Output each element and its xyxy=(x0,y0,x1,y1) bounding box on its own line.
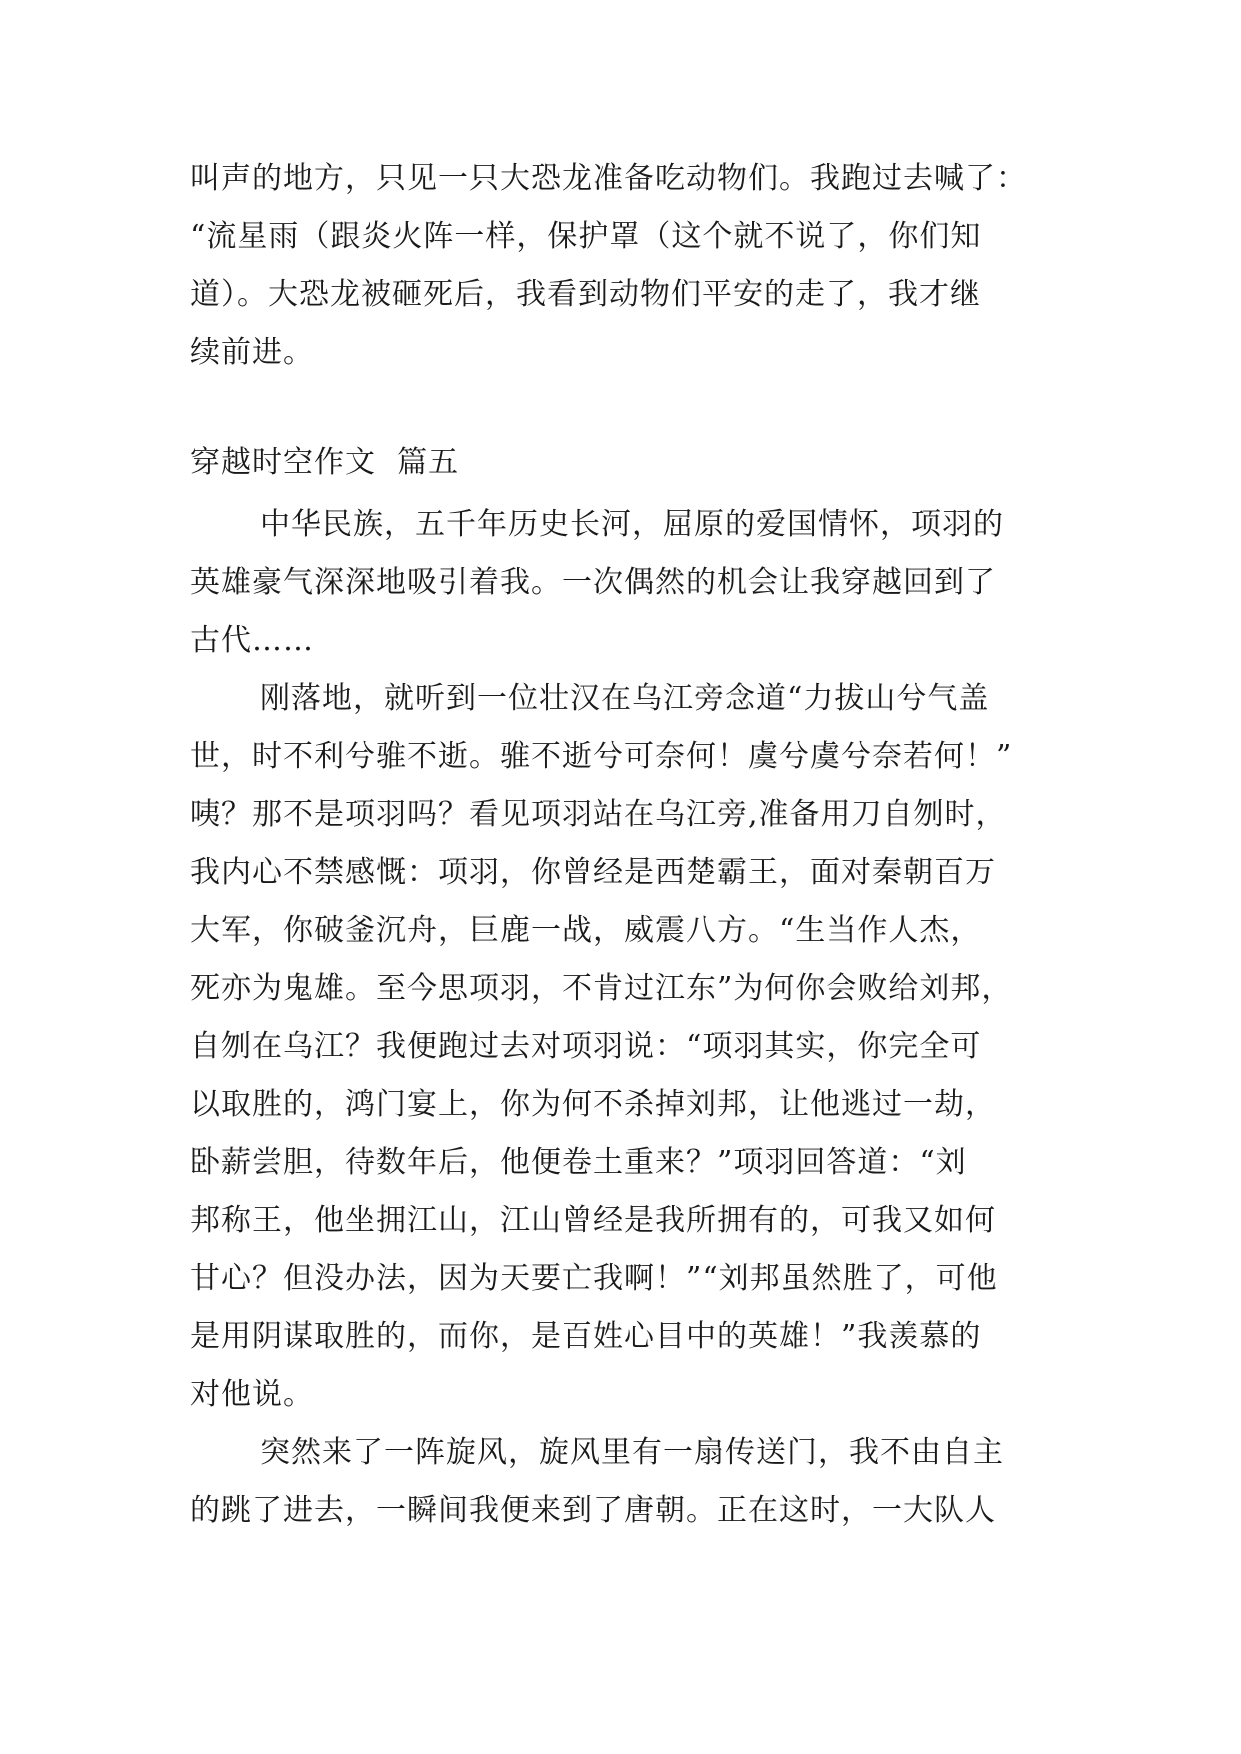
paragraph-line: 中华民族，五千年历史长河，屈原的爱国情怀，项羽的 xyxy=(260,507,1004,542)
paragraph-line: 对他说。 xyxy=(190,1377,314,1412)
paragraph-1 xyxy=(190,496,1060,670)
paragraph-line: 续前进。 xyxy=(190,335,314,370)
paragraph-line: 古代…… xyxy=(190,623,314,658)
paragraph-line: 邦称王，他坐拥江山，江山曾经是我所拥有的，可我又如何 xyxy=(190,1203,996,1238)
document-body xyxy=(190,150,1060,1540)
paragraph-line: “流星雨（跟炎火阵一样，保护罩（这个就不说了，你们知 xyxy=(190,219,982,254)
paragraph-line: 道）。大恐龙被砸死后，我看到动物们平安的走了，我才继 xyxy=(190,277,981,312)
paragraph-line: 以取胜的，鸿门宴上，你为何不杀掉刘邦，让他逃过一劫， xyxy=(190,1087,996,1122)
paragraph-line: 的跳了进去，一瞬间我便来到了唐朝。正在这时，一大队人 xyxy=(190,1493,996,1528)
paragraph-line: 咦？那不是项羽吗？看见项羽站在乌江旁,准备用刀自刎时， xyxy=(190,797,1007,832)
paragraph-line: 甘心？但没办法，因为天要亡我啊！”“刘邦虽然胜了，可他 xyxy=(190,1261,998,1296)
paragraph-line: 死亦为鬼雄。至今思项羽，不肯过江东”为何你会败给刘邦， xyxy=(190,971,1013,1006)
paragraph-line: 刚落地，就听到一位壮汉在乌江旁念道“力拔山兮气盖 xyxy=(260,681,990,716)
paragraph-line: 是用阴谋取胜的，而你，是百姓心目中的英雄！”我羡慕的 xyxy=(190,1319,982,1354)
paragraph-3 xyxy=(190,1424,1060,1540)
paragraph-line: 我内心不禁感慨：项羽，你曾经是西楚霸王，面对秦朝百万 xyxy=(190,855,996,890)
paragraph-line: 卧薪尝胆，待数年后，他便卷土重来？”项羽回答道：“刘 xyxy=(190,1145,967,1180)
paragraph-line: 大军，你破釜沉舟，巨鹿一战，威震八方。“生当作人杰， xyxy=(190,913,982,948)
paragraph-2 xyxy=(190,670,1060,1424)
paragraph-line: 世，时不利兮骓不逝。骓不逝兮可奈何！虞兮虞兮奈若何！” xyxy=(190,739,1013,774)
intro-paragraph xyxy=(190,150,1060,382)
paragraph-line: 叫声的地方，只见一只大恐龙准备吃动物们。我跑过去喊了： xyxy=(190,161,1027,196)
section-title: 穿越时空作文 篇五 xyxy=(190,445,460,480)
paragraph-line: 突然来了一阵旋风，旋风里有一扇传送门，我不由自主 xyxy=(260,1435,1004,1470)
paragraph-line: 自刎在乌江？我便跑过去对项羽说：“项羽其实，你完全可 xyxy=(190,1029,982,1064)
paragraph-line: 英雄豪气深深地吸引着我。一次偶然的机会让我穿越回到了 xyxy=(190,565,996,600)
